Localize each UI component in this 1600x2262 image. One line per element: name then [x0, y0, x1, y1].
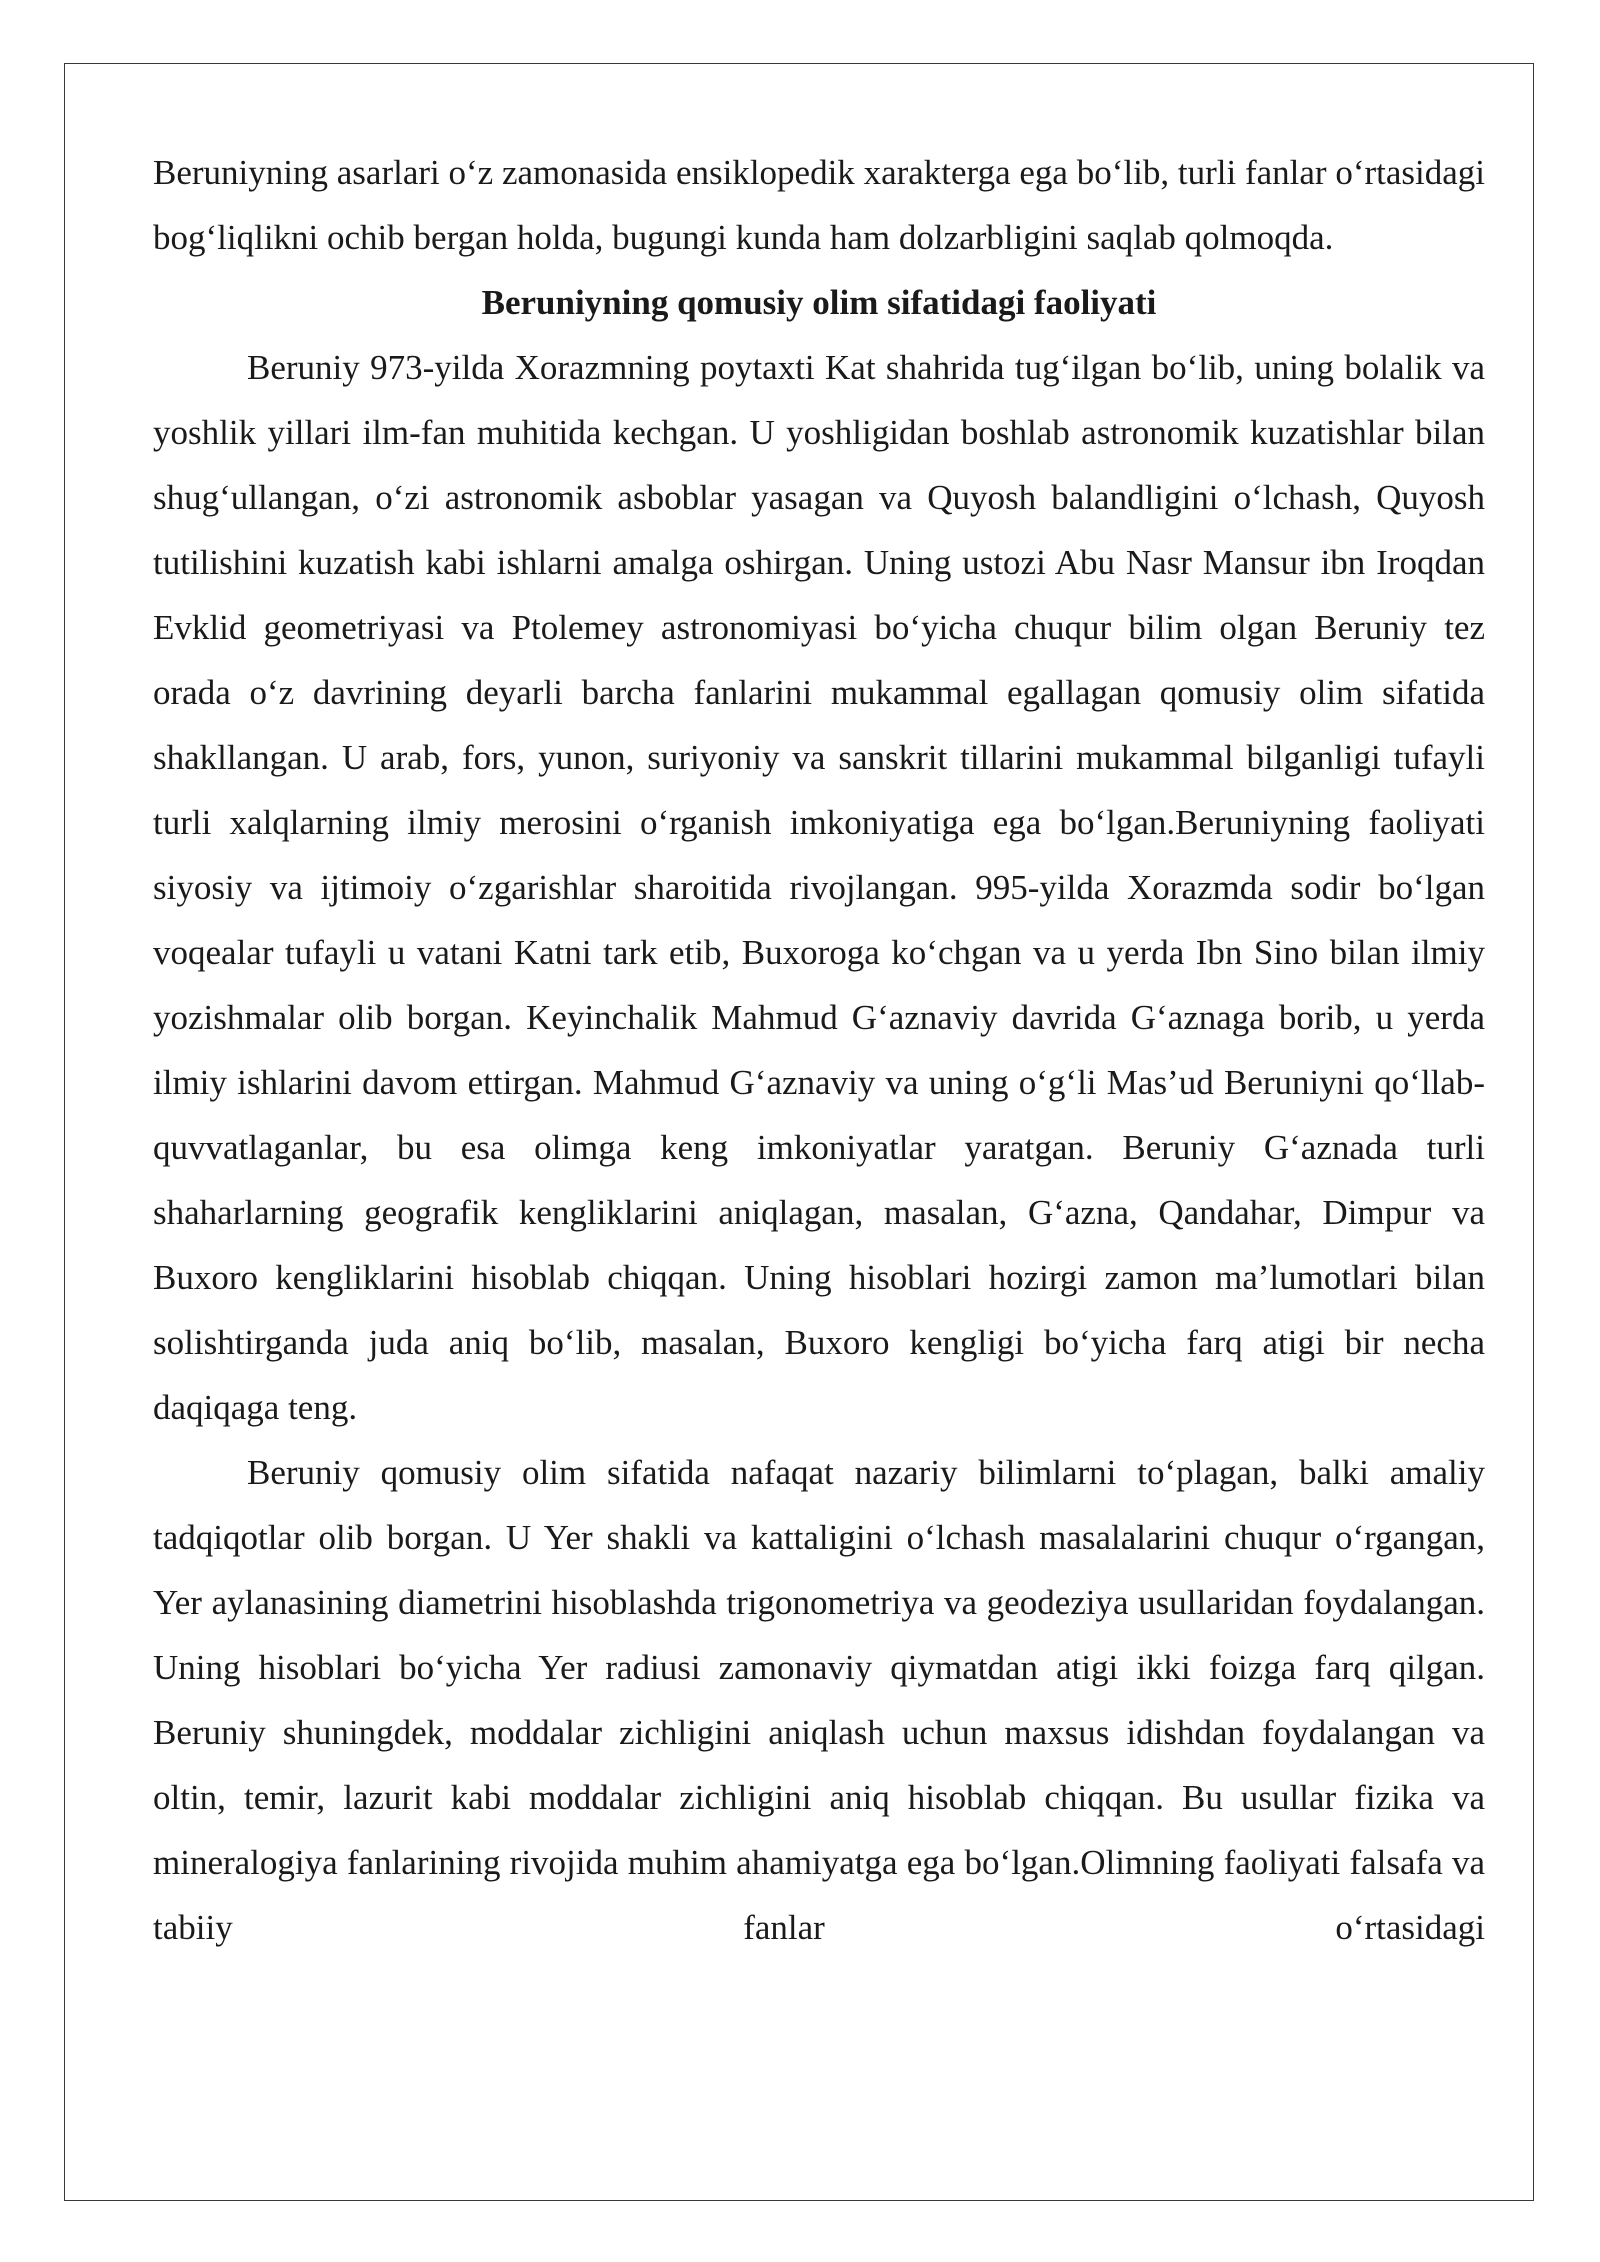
body-paragraph-2: Beruniy qomusiy olim sifatida nafaqat nazariy bilimlarni to‘plagan, balki amaliy tadqiqotlar olib borgan. U Yer shakli va kattaligini o‘lchash masalalarini chuqur o‘rgangan, Yer aylanasining diametrini hisoblashda trigonometriya va geodeziya usullaridan foydalangan. Uning hisoblari bo‘yicha Yer radiusi zamonaviy qiymatdan atigi ikki foizga farq qilgan. Beruniy shuningdek, moddalar zichligini aniqlash uchun maxsus idishdan foydalangan va oltin, temir, lazurit kabi moddalar zichligini aniq hisoblab chiqqan. Bu usullar fizika va mineralogiya fanlarining rivojida muhim ahamiyatga ega bo‘lgan.Olimning faoliyati falsafa va tabiiy fanlar o‘rtasidagi	[153, 1453, 1485, 1947]
intro-paragraph: Beruniyning asarlari o‘z zamonasida ensiklopedik xarakterga ega bo‘lib, turli fanlar o‘rtasidagi bog‘liqlikni ochib bergan holda, bugungi kunda ham dolzarbligini saqlab qolmoqda.	[153, 153, 1485, 257]
document-body	[153, 140, 1485, 1960]
section-heading: Beruniyning qomusiy olim sifatidagi faoliyati	[481, 283, 1157, 322]
body-paragraph-1: Beruniy 973-yilda Xorazmning poytaxti Kat shahrida tug‘ilgan bo‘lib, uning bolalik va yoshlik yillari ilm-fan muhitida kechgan. U yoshligidan boshlab astronomik kuzatishlar bilan shug‘ullangan, o‘zi astronomik asboblar yasagan va Quyosh balandligini o‘lchash, Quyosh tutilishini kuzatish kabi ishlarni amalga oshirgan. Uning ustozi Abu Nasr Mansur ibn Iroqdan Evklid geometriyasi va Ptolemey astronomiyasi bo‘yicha chuqur bilim olgan Beruniy tez orada o‘z davrining deyarli barcha fanlarini mukammal egallagan qomusiy olim sifatida shakllangan. U arab, fors, yunon, suriyoniy va sanskrit tillarini mukammal bilganligi tufayli turli xalqlarning ilmiy merosini o‘rganish imkoniyatiga ega bo‘lgan.Beruniyning faoliyati siyosiy va ijtimoiy o‘zgarishlar sharoitida rivojlangan. 995-yilda Xorazmda sodir bo‘lgan voqealar tufayli u vatani Katni tark etib, Buxoroga ko‘chgan va u yerda Ibn Sino bilan ilmiy yozishmalar olib borgan. Keyinchalik Mahmud G‘aznaviy davrida G‘aznaga borib, u yerda ilmiy ishlarini davom ettirgan. Mahmud G‘aznaviy va uning o‘g‘li Mas’ud Beruniyni qo‘llab-quvvatlaganlar, bu esa olimga keng imkoniyatlar yaratgan. Beruniy G‘aznada turli shaharlarning geografik kengliklarini aniqlagan, masalan, G‘azna, Qandahar, Dimpur va Buxoro kengliklarini hisoblab chiqqan. Uning hisoblari hozirgi zamon ma’lumotlari bilan solishtirganda juda aniq bo‘lib, masalan, Buxoro kengligi bo‘yicha farq atigi bir necha daqiqaga teng.	[153, 348, 1485, 1427]
